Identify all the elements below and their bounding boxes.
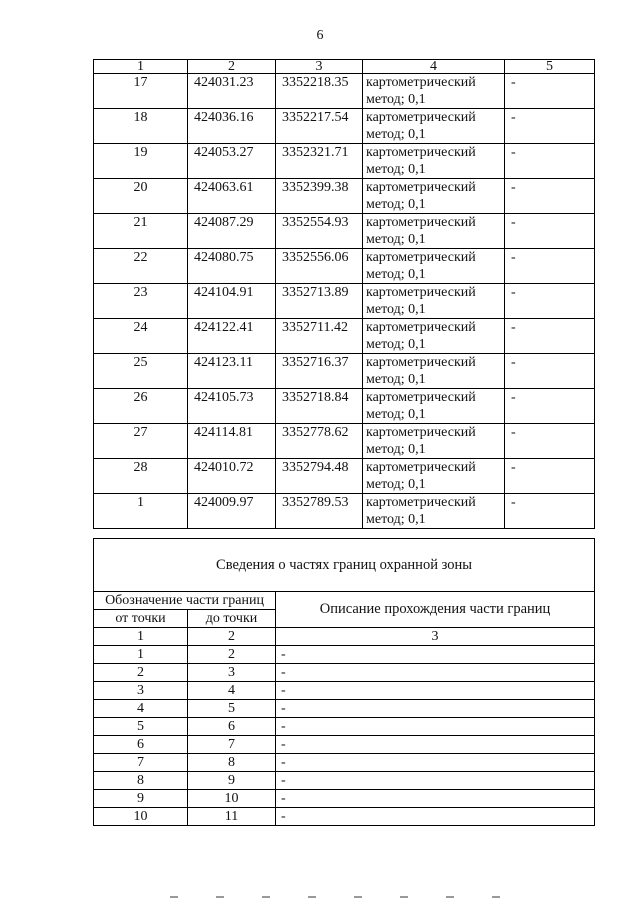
x-coordinate: 424009.97: [188, 494, 276, 529]
determination-method: [363, 249, 505, 284]
y-coordinate: 3352399.38: [276, 179, 363, 214]
x-coordinate: 424036.16: [188, 109, 276, 144]
point-number: 28: [94, 459, 188, 494]
parts-index-row: [94, 628, 595, 646]
method-line-1: картометрический: [366, 110, 476, 125]
to-point: 7: [188, 736, 276, 754]
point-number: 24: [94, 319, 188, 354]
determination-method: [363, 319, 505, 354]
method-line-1: картометрический: [366, 75, 476, 90]
part-description: -: [276, 754, 595, 772]
y-coordinate: 3352711.42: [276, 319, 363, 354]
method-line-1: картометрический: [366, 250, 476, 265]
column-index: 2: [188, 628, 276, 646]
column-index: 1: [94, 628, 188, 646]
from-point: 2: [94, 664, 188, 682]
x-coordinate: 424087.29: [188, 214, 276, 249]
method-line-2: метод; 0,1: [366, 407, 426, 422]
method-line-2: метод; 0,1: [366, 442, 426, 457]
column-header: 4: [363, 60, 505, 74]
determination-method: [363, 284, 505, 319]
coordinate-row: [94, 179, 595, 214]
point-note: -: [505, 144, 595, 179]
method-line-1: картометрический: [366, 180, 476, 195]
to-point: 5: [188, 700, 276, 718]
from-point: 5: [94, 718, 188, 736]
column-header: 3: [276, 60, 363, 74]
boundary-part-row: [94, 718, 595, 736]
coordinates-header-row: [94, 60, 595, 74]
x-coordinate: 424063.61: [188, 179, 276, 214]
method-line-2: метод; 0,1: [366, 267, 426, 282]
x-coordinate: 424010.72: [188, 459, 276, 494]
method-line-2: метод; 0,1: [366, 337, 426, 352]
method-line-2: метод; 0,1: [366, 512, 426, 527]
point-number: 22: [94, 249, 188, 284]
coordinate-row: [94, 144, 595, 179]
determination-method: [363, 424, 505, 459]
coordinate-row: [94, 389, 595, 424]
point-note: -: [505, 424, 595, 459]
point-number: 18: [94, 109, 188, 144]
method-line-2: метод; 0,1: [366, 127, 426, 142]
coordinate-row: [94, 214, 595, 249]
method-line-1: картометрический: [366, 355, 476, 370]
part-description: -: [276, 772, 595, 790]
column-index: 3: [276, 628, 595, 646]
part-description: -: [276, 790, 595, 808]
method-line-2: метод; 0,1: [366, 162, 426, 177]
y-coordinate: 3352218.35: [276, 74, 363, 109]
scan-artifact-line: [170, 896, 630, 900]
boundary-part-row: [94, 736, 595, 754]
method-line-1: картометрический: [366, 145, 476, 160]
coordinate-row: [94, 109, 595, 144]
boundary-parts-table: [93, 538, 595, 826]
method-line-2: метод; 0,1: [366, 232, 426, 247]
from-point: 10: [94, 808, 188, 826]
to-point: 8: [188, 754, 276, 772]
point-number: 26: [94, 389, 188, 424]
point-number: 17: [94, 74, 188, 109]
to-point: 4: [188, 682, 276, 700]
boundary-part-row: [94, 808, 595, 826]
from-point: 7: [94, 754, 188, 772]
to-point: 11: [188, 808, 276, 826]
point-note: -: [505, 109, 595, 144]
point-number: 19: [94, 144, 188, 179]
point-note: -: [505, 494, 595, 529]
method-line-1: картометрический: [366, 320, 476, 335]
column-header: 2: [188, 60, 276, 74]
y-coordinate: 3352716.37: [276, 354, 363, 389]
y-coordinate: 3352554.93: [276, 214, 363, 249]
x-coordinate: 424105.73: [188, 389, 276, 424]
y-coordinate: 3352217.54: [276, 109, 363, 144]
determination-method: [363, 109, 505, 144]
to-point: 6: [188, 718, 276, 736]
point-note: -: [505, 214, 595, 249]
boundary-part-row: [94, 790, 595, 808]
from-point: 8: [94, 772, 188, 790]
boundary-part-row: [94, 682, 595, 700]
y-coordinate: 3352713.89: [276, 284, 363, 319]
point-number: 25: [94, 354, 188, 389]
part-description: -: [276, 682, 595, 700]
y-coordinate: 3352778.62: [276, 424, 363, 459]
x-coordinate: 424080.75: [188, 249, 276, 284]
determination-method: [363, 354, 505, 389]
boundary-part-designation-header: Обозначение части границ: [94, 592, 276, 610]
boundary-part-row: [94, 646, 595, 664]
method-line-1: картометрический: [366, 495, 476, 510]
x-coordinate: 424114.81: [188, 424, 276, 459]
x-coordinate: 424053.27: [188, 144, 276, 179]
coordinate-row: [94, 424, 595, 459]
point-note: -: [505, 459, 595, 494]
y-coordinate: 3352556.06: [276, 249, 363, 284]
part-description: -: [276, 646, 595, 664]
point-note: -: [505, 179, 595, 214]
coordinate-row: [94, 354, 595, 389]
part-description: -: [276, 808, 595, 826]
point-note: -: [505, 389, 595, 424]
part-description: -: [276, 700, 595, 718]
page-number: 6: [316, 28, 324, 43]
point-number: 21: [94, 214, 188, 249]
coordinate-row: [94, 459, 595, 494]
method-line-2: метод; 0,1: [366, 92, 426, 107]
to-point: 10: [188, 790, 276, 808]
y-coordinate: 3352789.53: [276, 494, 363, 529]
method-line-2: метод; 0,1: [366, 197, 426, 212]
method-line-2: метод; 0,1: [366, 372, 426, 387]
boundary-part-row: [94, 754, 595, 772]
boundary-part-row: [94, 700, 595, 718]
from-point: 6: [94, 736, 188, 754]
section-title-row: [94, 539, 595, 592]
point-number: 23: [94, 284, 188, 319]
boundary-part-row: [94, 772, 595, 790]
from-point-header: от точки: [94, 610, 188, 628]
parts-header-row: [94, 592, 595, 610]
determination-method: [363, 389, 505, 424]
y-coordinate: 3352321.71: [276, 144, 363, 179]
coordinate-row: [94, 249, 595, 284]
from-point: 9: [94, 790, 188, 808]
to-point: 3: [188, 664, 276, 682]
to-point-header: до точки: [188, 610, 276, 628]
coordinate-row: [94, 319, 595, 354]
coordinate-row: [94, 284, 595, 319]
column-header: 5: [505, 60, 595, 74]
method-line-1: картометрический: [366, 390, 476, 405]
point-number: 1: [94, 494, 188, 529]
method-line-2: метод; 0,1: [366, 477, 426, 492]
coordinate-row: [94, 494, 595, 529]
x-coordinate: 424122.41: [188, 319, 276, 354]
point-number: 27: [94, 424, 188, 459]
point-note: -: [505, 74, 595, 109]
point-note: -: [505, 249, 595, 284]
point-note: -: [505, 284, 595, 319]
method-line-1: картометрический: [366, 425, 476, 440]
determination-method: [363, 144, 505, 179]
determination-method: [363, 459, 505, 494]
coordinate-row: [94, 74, 595, 109]
method-line-1: картометрический: [366, 285, 476, 300]
part-description: -: [276, 718, 595, 736]
coordinates-table: [93, 59, 595, 529]
section-title: Сведения о частях границ охранной зоны: [94, 539, 595, 592]
determination-method: [363, 494, 505, 529]
from-point: 3: [94, 682, 188, 700]
part-description: -: [276, 664, 595, 682]
column-header: 1: [94, 60, 188, 74]
point-note: -: [505, 319, 595, 354]
from-point: 1: [94, 646, 188, 664]
x-coordinate: 424104.91: [188, 284, 276, 319]
boundary-description-header: Описание прохождения части границ: [276, 592, 595, 628]
method-line-1: картометрический: [366, 215, 476, 230]
x-coordinate: 424031.23: [188, 74, 276, 109]
determination-method: [363, 179, 505, 214]
y-coordinate: 3352718.84: [276, 389, 363, 424]
determination-method: [363, 74, 505, 109]
to-point: 9: [188, 772, 276, 790]
y-coordinate: 3352794.48: [276, 459, 363, 494]
method-line-1: картометрический: [366, 460, 476, 475]
x-coordinate: 424123.11: [188, 354, 276, 389]
determination-method: [363, 214, 505, 249]
boundary-part-row: [94, 664, 595, 682]
from-point: 4: [94, 700, 188, 718]
to-point: 2: [188, 646, 276, 664]
part-description: -: [276, 736, 595, 754]
point-number: 20: [94, 179, 188, 214]
method-line-2: метод; 0,1: [366, 302, 426, 317]
point-note: -: [505, 354, 595, 389]
